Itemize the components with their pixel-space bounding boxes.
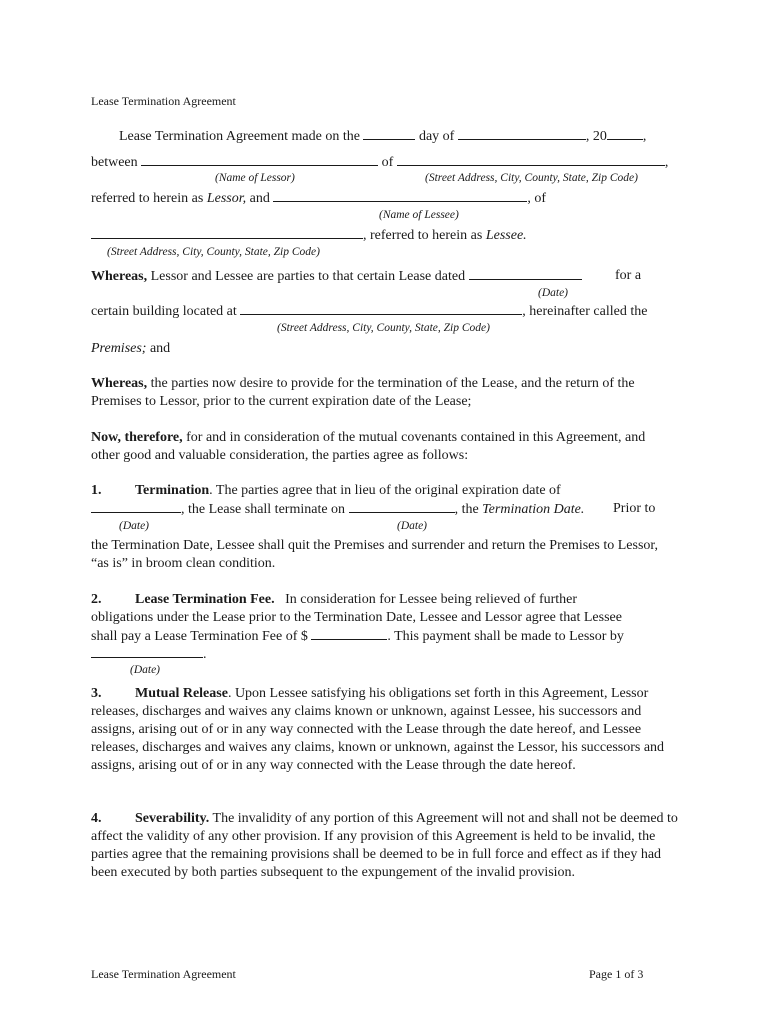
lessor-address-blank[interactable]	[397, 153, 665, 166]
intro-line-1	[119, 127, 646, 146]
section-2-line-4	[91, 645, 207, 664]
section-1-line-2	[91, 500, 584, 519]
section-1-number: 1.	[91, 483, 102, 498]
section-2-line-3	[91, 627, 624, 646]
lessee-term: Lessee.	[485, 228, 527, 243]
prior-to-text: Prior to	[613, 501, 656, 516]
section-1-line-1-text: . The parties agree that in lieu of the original expiration date of	[209, 483, 561, 498]
lessee-name-blank[interactable]	[273, 189, 527, 202]
section-2-line-1	[91, 591, 577, 609]
intro-line-2	[91, 153, 668, 172]
whereas-2-paragraph	[91, 375, 683, 411]
day-blank[interactable]	[363, 127, 415, 140]
whereas-1-text: Lessor and Lessee are parties to that certain Lease dated	[150, 269, 466, 284]
intro-line-3	[91, 189, 546, 208]
section-4-number: 4.	[91, 811, 102, 826]
section-1-rest: the Termination Date, Lessee shall quit the Premises and surrender and return the Premises to Lessor, “as is” in broom clean condition.	[91, 538, 658, 571]
lease-date-label: (Date)	[538, 287, 569, 299]
section-2-heading: Lease Termination Fee.	[135, 592, 275, 607]
whereas-2-text: the parties now desire to provide for the termination of the Lease, and the return of the Premises to Lessor, prior to the current expiration date of the Lease;	[91, 376, 635, 409]
lessee-address-blank[interactable]	[91, 226, 363, 239]
section-1-line-1	[91, 482, 561, 500]
termination-date-label: (Date)	[397, 520, 428, 532]
intro-year-prefix: , 20	[585, 129, 607, 144]
lessor-term: Lessor,	[206, 191, 247, 206]
payment-text: . This payment shall be made to Lessor by	[387, 629, 624, 644]
comma-of: , of	[527, 191, 547, 206]
section-1-heading: Termination	[135, 483, 210, 498]
hereinafter-text: , hereinafter called the	[522, 304, 648, 319]
payment-date-blank[interactable]	[91, 645, 203, 658]
section-3-text: . Upon Lessee satisfying his obligations set forth in this Agreement, Lessor releases, discharges and waives any claims known or unknown, against Lessee, his successors and assigns, arising out of or in any way connected with the Lease through the date hereof, and Lessee releases, discharges and waives any claims, known or unknown, against the Lessor, his successors and assigns, arising out of or in any way connected with the Lease through the date hereof.	[91, 686, 665, 773]
premises-term: Premises;	[91, 341, 147, 356]
section-2-number: 2.	[91, 592, 102, 607]
name-of-lessee-label: (Name of Lessee)	[379, 209, 459, 221]
lessor-address-label: (Street Address, City, County, State, Zip Code)	[425, 172, 638, 184]
premises-address-label: (Street Address, City, County, State, Zip Code)	[277, 322, 490, 334]
whereas-1-line-2	[91, 302, 647, 321]
section-3-heading: Mutual Release	[135, 686, 228, 701]
lessee-address-label: (Street Address, City, County, State, Zip Code)	[107, 246, 320, 258]
footer-title: Lease Termination Agreement	[91, 967, 236, 981]
now-therefore-bold: Now, therefore,	[91, 430, 183, 445]
comma: ,	[642, 129, 647, 144]
intro-line-4	[91, 226, 527, 245]
section-2-line-2: obligations under the Lease prior to the Termination Date, Lessee and Lessor agree that Lessee	[91, 610, 622, 625]
year-blank[interactable]	[607, 127, 643, 140]
referred-lessee-text: , referred to herein as	[363, 228, 483, 243]
building-text: certain building located at	[91, 304, 237, 319]
month-blank[interactable]	[458, 127, 586, 140]
premises-address-blank[interactable]	[240, 302, 522, 315]
fee-text: shall pay a Lease Termination Fee of $	[91, 629, 308, 644]
section-2-line-1-text: In consideration for Lessee being relieved of further	[285, 592, 578, 607]
intro-of: of	[381, 155, 394, 170]
section-4-paragraph	[91, 810, 681, 882]
intro-made-on: Lease Termination Agreement made on the	[119, 129, 360, 144]
now-therefore-text: for and in consideration of the mutual covenants contained in this Agreement, and other good and valuable consideration, the parties agree as follows:	[91, 430, 646, 463]
section-4-heading: Severability.	[135, 811, 210, 826]
termination-date-term: Termination Date.	[482, 502, 585, 517]
and-text: and	[249, 191, 270, 206]
intro-day-of: day of	[418, 129, 455, 144]
now-therefore-paragraph	[91, 429, 677, 465]
name-of-lessor-label: (Name of Lessor)	[215, 172, 295, 184]
lessor-name-blank[interactable]	[141, 153, 378, 166]
section-1-the: , the	[454, 502, 479, 517]
whereas-1-line-3	[91, 340, 170, 358]
and-text-2: and	[149, 341, 171, 356]
period: .	[203, 647, 207, 662]
section-1-mid: , the Lease shall terminate on	[181, 502, 346, 517]
section-4-text: The invalidity of any portion of this Agreement will not and shall not be deemed to affect the validity of any other provision. If any provision of this Agreement is held to be invalid, the parties agree that the remaining provisions shall be deemed to be in full force and effect as if they had been executed by both parties subsequent to the expungement of the invalid provision.	[91, 811, 678, 880]
whereas-1-bold: Whereas,	[91, 269, 148, 284]
section-3-paragraph	[91, 685, 683, 775]
payment-date-label: (Date)	[130, 664, 161, 676]
lease-date-blank[interactable]	[469, 267, 582, 280]
fee-amount-blank[interactable]	[311, 627, 387, 640]
expiration-date-label: (Date)	[119, 520, 150, 532]
page-number: Page 1 of 3	[589, 967, 644, 981]
original-expiration-blank[interactable]	[91, 500, 181, 513]
whereas-1-line-1	[91, 267, 582, 286]
section-3-number: 3.	[91, 686, 102, 701]
termination-date-blank[interactable]	[349, 500, 455, 513]
page-header-title: Lease Termination Agreement	[91, 94, 236, 108]
intro-between: between	[91, 155, 138, 170]
comma: ,	[664, 155, 669, 170]
for-a-text: for a	[615, 268, 642, 283]
whereas-2-bold: Whereas,	[91, 376, 148, 391]
referred-lessor-text: referred to herein as	[91, 191, 204, 206]
